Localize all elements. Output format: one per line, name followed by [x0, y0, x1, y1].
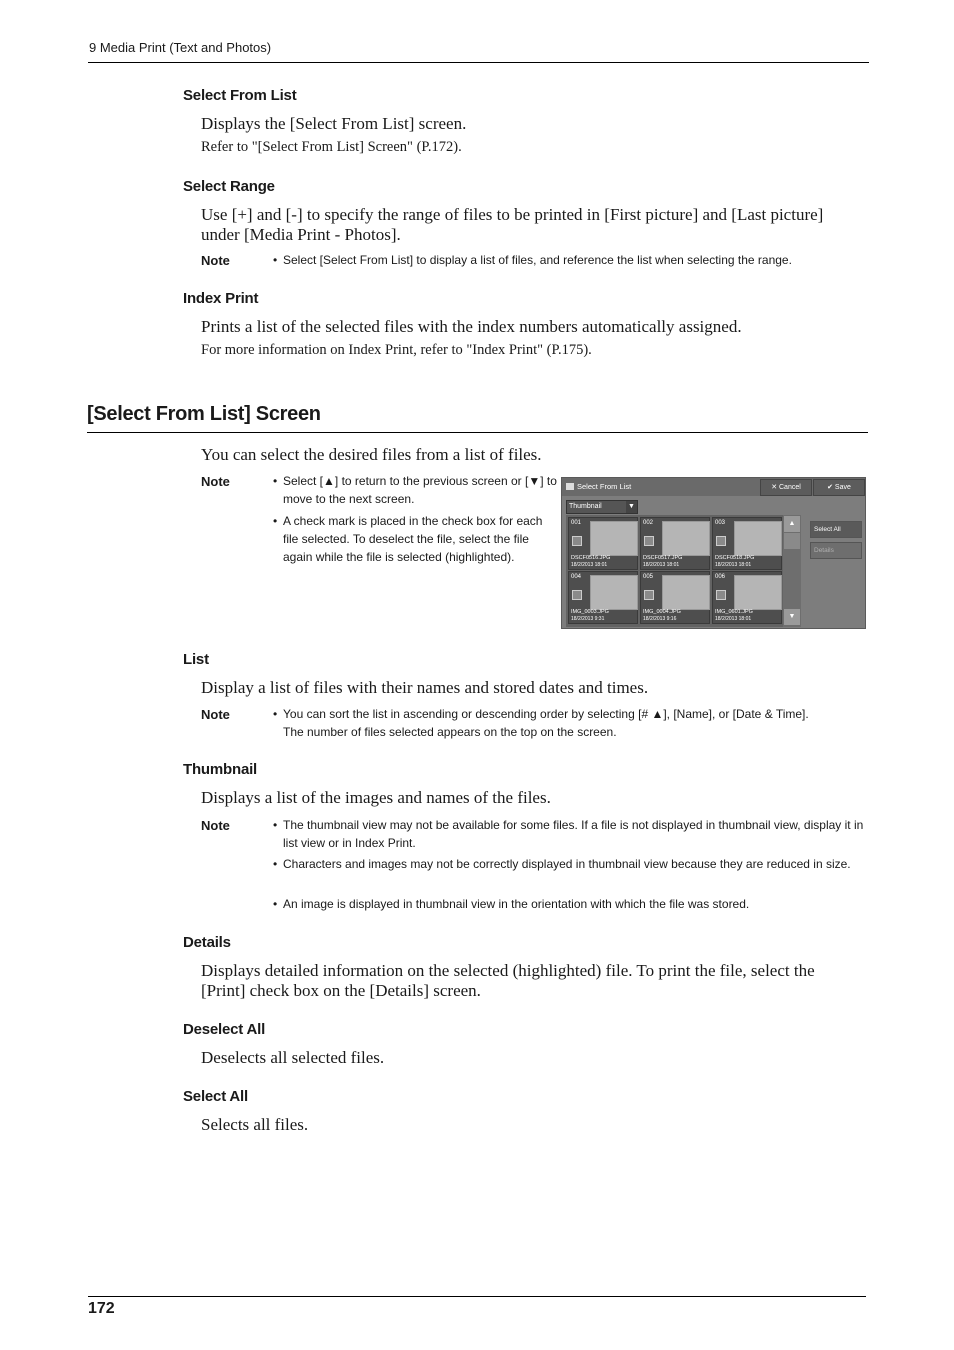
scroll-down-button[interactable]: ▼: [784, 609, 800, 625]
thumbnail-image: [590, 575, 638, 610]
screen-title: Select From List: [566, 482, 631, 491]
heading-select-from-list: Select From List: [183, 87, 297, 104]
file-name: IMG_0004.JPG: [643, 609, 681, 615]
file-number: 006: [715, 574, 726, 580]
note-text: An image is displayed in thumbnail view in the orientation with which the file was stored.: [283, 897, 750, 911]
index-print-ref[interactable]: For more information on Index Print, refer to "Index Print" (P.175).: [201, 342, 592, 358]
file-checkbox[interactable]: [716, 536, 726, 546]
note-label: Note: [201, 707, 230, 722]
screen-titlebar: [562, 478, 865, 496]
note-item: • Characters and images may not be correctly displayed in thumbnail view because they are reduced in size.: [273, 857, 851, 871]
note-text: Select [Select From List] to display a list of files, and reference the list when selecting the range.: [283, 253, 792, 267]
select-from-list-screenshot: [561, 477, 866, 629]
deselect-all-body: Deselects all selected files.: [201, 1048, 385, 1067]
heading-thumbnail: Thumbnail: [183, 761, 258, 778]
file-name: IMG_0003.JPG: [571, 609, 609, 615]
file-tile[interactable]: [568, 517, 638, 570]
file-date: 18/2/2013 9:16: [643, 616, 677, 622]
details-body-line2: [Print] check box on the [Details] screen.: [201, 981, 481, 1000]
heading-select-all: Select All: [183, 1088, 248, 1105]
page-number: 172: [88, 1300, 115, 1317]
details-body-line1: Displays detailed information on the selected (highlighted) file. To print the file, select the: [201, 961, 815, 980]
file-date: 18/2/2013 18:01: [643, 562, 680, 568]
thumbnail-image: [662, 575, 710, 610]
note-item: • You can sort the list in ascending or descending order by selecting [# ▲], [Name], or [Date & Time]. The number of files selected appears on the top on the screen.: [273, 707, 809, 739]
thumbnail-image: [734, 521, 782, 556]
note-text: The thumbnail view may not be available for some files. If a file is not displayed in thumbnail view, display it in list view or in Index Print.: [283, 818, 864, 850]
file-name: DSCF0516.JPG: [571, 555, 611, 561]
heading-list: List: [183, 651, 209, 668]
list-body: Display a list of files with their names and stored dates and times.: [201, 678, 649, 697]
select-all-body: Selects all files.: [201, 1115, 309, 1134]
view-dropdown-value: Thumbnail: [569, 503, 602, 510]
file-number: 002: [643, 520, 654, 526]
file-date: 18/2/2013 9:31: [571, 616, 605, 622]
file-date: 18/2/2013 18:01: [715, 616, 752, 622]
running-head: 9 Media Print (Text and Photos): [89, 40, 272, 55]
scroll-thumb[interactable]: [784, 533, 800, 549]
file-tile[interactable]: [712, 571, 782, 624]
file-tile[interactable]: [640, 517, 710, 570]
file-tile[interactable]: [640, 571, 710, 624]
file-date: 18/2/2013 18:01: [715, 562, 752, 568]
thumbnail-body: Displays a list of the images and names of the files.: [201, 788, 551, 807]
file-number: 003: [715, 520, 726, 526]
select-range-body-line1: Use [+] and [-] to specify the range of files to be printed in [First picture] and [Last picture]: [201, 205, 824, 224]
select-all-button[interactable]: Select All: [810, 521, 862, 538]
thumbnail-image: [590, 521, 638, 556]
index-print-body: Prints a list of the selected files with the index numbers automatically assigned.: [201, 317, 742, 336]
select-from-list-body: Displays the [Select From List] screen.: [201, 114, 467, 133]
scroll-up-button[interactable]: ▲: [784, 516, 800, 532]
file-number: 005: [643, 574, 654, 580]
note-text: You can sort the list in ascending or descending order by selecting [# ▲], [Name], or [Date & Time].: [283, 707, 809, 721]
note-text: Select [▲] to return to the previous screen or [▼] to move to the next screen.: [283, 474, 557, 506]
details-button[interactable]: Details: [810, 542, 862, 559]
footer-rule: [88, 1296, 866, 1297]
select-range-body-line2: under [Media Print - Photos].: [201, 225, 401, 244]
close-icon: ✕: [771, 484, 779, 491]
note-item: • An image is displayed in thumbnail view in the orientation with which the file was stored.: [273, 897, 750, 911]
note-text: The number of files selected appears on the top on the screen.: [283, 725, 617, 739]
note-item: • Select [Select From List] to display a list of files, and reference the list when selecting the range.: [273, 253, 792, 267]
scrollbar[interactable]: [783, 515, 801, 627]
file-number: 004: [571, 574, 582, 580]
section-title: [Select From List] Screen: [87, 403, 321, 425]
file-checkbox[interactable]: [716, 590, 726, 600]
heading-index-print: Index Print: [183, 290, 259, 307]
note-item: • The thumbnail view may not be available for some files. If a file is not displayed in thumbnail view, display it in list view or in Index Print.: [273, 818, 864, 850]
folder-icon: [566, 483, 574, 490]
note-label: Note: [201, 818, 230, 833]
heading-details: Details: [183, 934, 231, 951]
file-name: DSCF0518.JPG: [715, 555, 755, 561]
file-checkbox[interactable]: [644, 590, 654, 600]
checkmark-icon: ✔: [827, 484, 835, 491]
heading-deselect-all: Deselect All: [183, 1021, 266, 1038]
file-number: 001: [571, 520, 582, 526]
note-item: • A check mark is placed in the check box for each file selected. To deselect the file, select the file again while the file is selected (highlighted).: [273, 514, 543, 564]
select-from-list-ref[interactable]: Refer to "[Select From List] Screen" (P.172).: [201, 139, 462, 155]
file-tile[interactable]: [568, 571, 638, 624]
file-date: 18/2/2013 18:01: [571, 562, 608, 568]
note-text: Characters and images may not be correctly displayed in thumbnail view because they are reduced in size.: [283, 857, 851, 871]
section-title-rule: [87, 432, 868, 433]
view-dropdown[interactable]: [566, 500, 638, 514]
note-text: A check mark is placed in the check box for each file selected. To deselect the file, select the file again while the file is selected (highlighted).: [283, 514, 543, 564]
save-button[interactable]: ✔ Save: [813, 479, 865, 496]
thumbnail-grid: [566, 515, 784, 627]
chevron-down-icon: ▼: [626, 501, 637, 513]
cancel-button[interactable]: ✕ Cancel: [760, 479, 812, 496]
section-intro: You can select the desired files from a list of files.: [201, 445, 542, 464]
file-checkbox[interactable]: [644, 536, 654, 546]
note-label: Note: [201, 474, 230, 489]
note-label: Note: [201, 253, 230, 268]
heading-select-range: Select Range: [183, 178, 275, 195]
file-checkbox[interactable]: [572, 536, 582, 546]
thumbnail-image: [662, 521, 710, 556]
file-tile[interactable]: [712, 517, 782, 570]
header-rule: [88, 62, 869, 63]
note-item: • Select [▲] to return to the previous screen or [▼] to move to the next screen.: [273, 474, 557, 506]
thumbnail-image: [734, 575, 782, 610]
file-name: DSCF0517.JPG: [643, 555, 683, 561]
file-name: IMG_0601.JPG: [715, 609, 753, 615]
file-checkbox[interactable]: [572, 590, 582, 600]
